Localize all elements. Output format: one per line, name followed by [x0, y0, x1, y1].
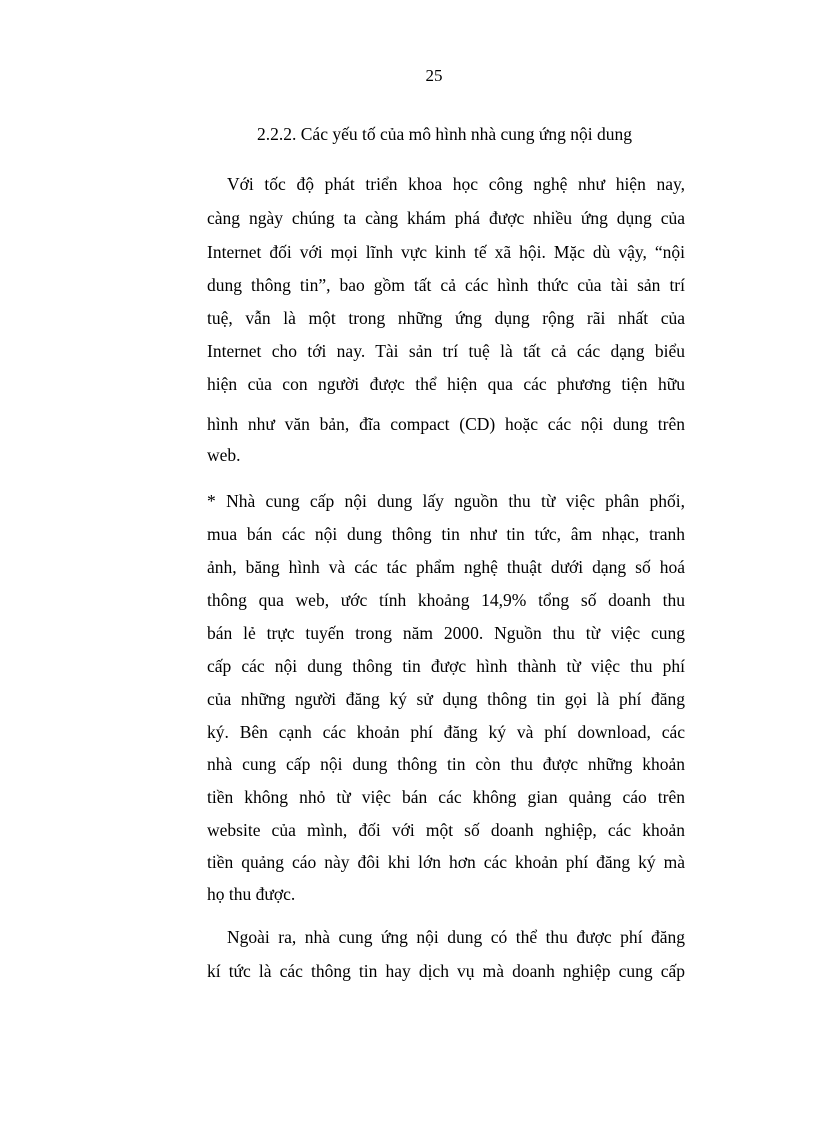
paragraph-2-line: ký. Bên cạnh các khoản phí đăng ký và phí download, các [207, 722, 685, 742]
paragraph-3-line: kí tức là các thông tin hay dịch vụ mà doanh nghiệp cung cấp [207, 961, 685, 981]
paragraph-1-line: Internet cho tới nay. Tài sản trí tuệ là tất cả các dạng biểu [207, 341, 685, 361]
section-heading: 2.2.2. Các yếu tố của mô hình nhà cung ứng nội dung [257, 124, 632, 144]
paragraph-1-line: càng ngày chúng ta càng khám phá được nhiều ứng dụng của [207, 208, 685, 228]
paragraph-1-line: hình như văn bản, đĩa compact (CD) hoặc các nội dung trên [207, 414, 685, 434]
page-number: 25 [425, 66, 443, 85]
paragraph-2-line: bán lẻ trực tuyến trong năm 2000. Nguồn thu từ việc cung [207, 623, 685, 643]
paragraph-2-line: website của mình, đối với một số doanh nghiệp, các khoản [207, 820, 685, 840]
paragraph-1-line: tuệ, vẫn là một trong những ứng dụng rộng rãi nhất của [207, 308, 685, 328]
paragraph-2-line: tiền quảng cáo này đôi khi lớn hơn các khoản phí đăng ký mà [207, 852, 685, 872]
paragraph-1-line: web. [207, 445, 241, 465]
paragraph-2-line: của những người đăng ký sử dụng thông tin gọi là phí đăng [207, 689, 685, 709]
paragraph-1-line: dung thông tin”, bao gồm tất cả các hình thức của tài sản trí [207, 275, 685, 295]
paragraph-2-line: mua bán các nội dung thông tin như tin tức, âm nhạc, tranh [207, 524, 685, 544]
paragraph-2-line: ảnh, băng hình và các tác phẩm nghệ thuật dưới dạng số hoá [207, 557, 685, 577]
paragraph-1-line: hiện của con người được thể hiện qua các phương tiện hữu [207, 374, 685, 394]
paragraph-1-line: Internet đối với mọi lĩnh vực kinh tế xã hội. Mặc dù vậy, “nội [207, 242, 685, 262]
paragraph-2-line: tiền không nhỏ từ việc bán các không gian quảng cáo trên [207, 787, 685, 807]
paragraph-2-line: thông qua web, ước tính khoảng 14,9% tổng số doanh thu [207, 590, 685, 610]
paragraph-2-line: họ thu được. [207, 884, 296, 904]
paragraph-2-line: * Nhà cung cấp nội dung lấy nguồn thu từ việc phân phối, [207, 491, 685, 511]
paragraph-2-line: nhà cung cấp nội dung thông tin còn thu được những khoản [207, 754, 685, 774]
paragraph-1-line: Với tốc độ phát triển khoa học công nghệ như hiện nay, [227, 174, 685, 194]
paragraph-2-line: cấp các nội dung thông tin được hình thành từ việc thu phí [207, 656, 685, 676]
paragraph-3-line: Ngoài ra, nhà cung ứng nội dung có thể thu được phí đăng [227, 927, 685, 947]
